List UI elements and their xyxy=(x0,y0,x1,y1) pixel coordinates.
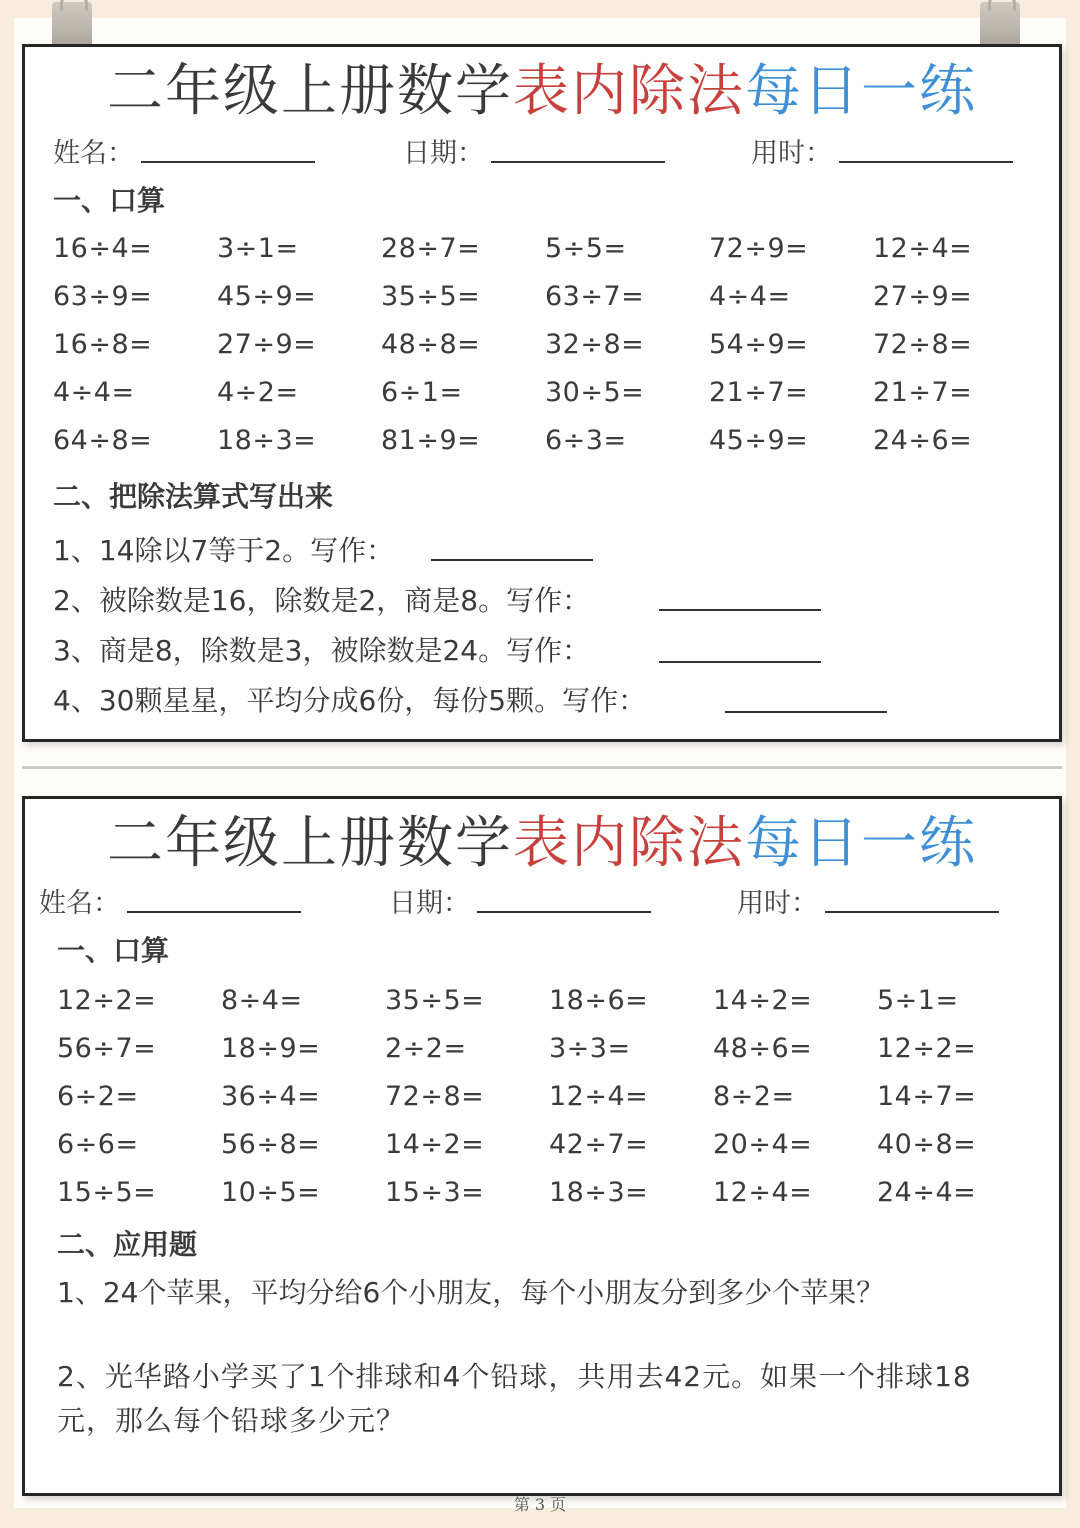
oral-problem: 35÷5= xyxy=(385,985,485,1016)
oral-problem: 72÷8= xyxy=(385,1081,485,1112)
oral-problem: 27÷9= xyxy=(217,329,317,360)
word-problem-1: 1、24个苹果，平均分给6个小朋友，每个小朋友分到多少个苹果？ xyxy=(57,1276,885,1309)
oral-problem: 72÷9= xyxy=(709,233,809,264)
oral-problem: 20÷4= xyxy=(713,1129,813,1160)
title-part-grade: 二年级上册数学 xyxy=(107,811,513,876)
oral-problem: 12÷2= xyxy=(877,1033,977,1064)
title-part-daily: 每日一练 xyxy=(745,59,977,124)
oral-problem: 56÷8= xyxy=(221,1129,321,1160)
date-blank[interactable] xyxy=(491,161,665,163)
oral-problem: 18÷3= xyxy=(549,1177,649,1208)
section-oral-heading: 一、口算 xyxy=(57,934,170,967)
oral-problem: 12÷2= xyxy=(57,985,157,1016)
date-blank[interactable] xyxy=(477,911,651,913)
title-part-topic: 表内除法 xyxy=(513,59,745,124)
oral-problem: 35÷5= xyxy=(381,281,481,312)
worksheet-title xyxy=(25,57,1059,127)
binder-clip-icon xyxy=(52,2,92,46)
oral-problem: 14÷2= xyxy=(713,985,813,1016)
oral-problem: 63÷9= xyxy=(53,281,153,312)
oral-problem: 21÷7= xyxy=(873,377,973,408)
answer-blank-3[interactable] xyxy=(659,661,821,663)
oral-problem: 6÷3= xyxy=(545,425,627,456)
oral-problem: 56÷7= xyxy=(57,1033,157,1064)
oral-problem: 24÷4= xyxy=(877,1177,977,1208)
oral-problem: 10÷5= xyxy=(221,1177,321,1208)
sheet-divider xyxy=(22,766,1062,769)
question-3: 3、商是8，除数是3，被除数是24。写作： xyxy=(53,634,591,667)
worksheet-1 xyxy=(22,44,1062,742)
oral-problem: 32÷8= xyxy=(545,329,645,360)
word-problem-2: 2、光华路小学买了1个排球和4个铅球，共用去42元。如果一个排球18元，那么每个铅球多少元？ xyxy=(57,1360,972,1437)
oral-problem: 3÷3= xyxy=(549,1033,631,1064)
name-blank[interactable] xyxy=(141,161,315,163)
date-label: 日期： xyxy=(389,888,470,919)
oral-problem: 45÷9= xyxy=(709,425,809,456)
oral-problem: 36÷4= xyxy=(221,1081,321,1112)
oral-problem: 45÷9= xyxy=(217,281,317,312)
answer-blank-4[interactable] xyxy=(725,711,887,713)
oral-problem: 12÷4= xyxy=(713,1177,813,1208)
oral-problem: 3÷1= xyxy=(217,233,299,264)
section-word-problems-heading: 二、应用题 xyxy=(57,1228,198,1261)
section-oral-heading: 一、口算 xyxy=(53,184,166,217)
oral-problem: 5÷5= xyxy=(545,233,627,264)
oral-grid xyxy=(53,225,1037,465)
name-blank[interactable] xyxy=(127,911,301,913)
time-label: 用时： xyxy=(751,138,832,169)
question-2: 2、被除数是16，除数是2，商是8。写作： xyxy=(53,584,591,617)
oral-problem: 6÷1= xyxy=(381,377,463,408)
oral-problem: 4÷2= xyxy=(217,377,299,408)
date-label: 日期： xyxy=(403,138,484,169)
oral-problem: 12÷4= xyxy=(549,1081,649,1112)
oral-problem: 14÷7= xyxy=(877,1081,977,1112)
oral-grid xyxy=(57,977,1041,1217)
worksheet-2 xyxy=(22,796,1062,1496)
oral-problem: 12÷4= xyxy=(873,233,973,264)
time-blank[interactable] xyxy=(825,911,999,913)
answer-blank-2[interactable] xyxy=(659,609,821,611)
oral-problem: 5÷1= xyxy=(877,985,959,1016)
binder-clip-icon xyxy=(980,2,1020,46)
question-4: 4、30颗星星，平均分成6份，每份5颗。写作： xyxy=(53,684,647,717)
oral-problem: 8÷2= xyxy=(713,1081,795,1112)
oral-problem: 16÷8= xyxy=(53,329,153,360)
oral-problem: 21÷7= xyxy=(709,377,809,408)
oral-problem: 48÷8= xyxy=(381,329,481,360)
title-part-topic: 表内除法 xyxy=(513,811,745,876)
oral-problem: 4÷4= xyxy=(53,377,135,408)
oral-problem: 4÷4= xyxy=(709,281,791,312)
oral-problem: 42÷7= xyxy=(549,1129,649,1160)
oral-problem: 18÷6= xyxy=(549,985,649,1016)
oral-problem: 2÷2= xyxy=(385,1033,467,1064)
oral-problem: 48÷6= xyxy=(713,1033,813,1064)
oral-problem: 15÷3= xyxy=(385,1177,485,1208)
answer-blank-1[interactable] xyxy=(431,559,593,561)
oral-problem: 15÷5= xyxy=(57,1177,157,1208)
oral-problem: 72÷8= xyxy=(873,329,973,360)
oral-problem: 54÷9= xyxy=(709,329,809,360)
oral-problem: 14÷2= xyxy=(385,1129,485,1160)
page-number: 第 3 页 xyxy=(513,1495,567,1514)
oral-problem: 81÷9= xyxy=(381,425,481,456)
oral-problem: 30÷5= xyxy=(545,377,645,408)
question-1: 1、14除以7等于2。写作： xyxy=(53,534,395,567)
name-label: 姓名： xyxy=(53,138,134,169)
time-blank[interactable] xyxy=(839,161,1013,163)
worksheet-title xyxy=(25,809,1059,879)
oral-problem: 27÷9= xyxy=(873,281,973,312)
oral-problem: 18÷9= xyxy=(221,1033,321,1064)
name-label: 姓名： xyxy=(39,888,120,919)
oral-problem: 8÷4= xyxy=(221,985,303,1016)
section-write-heading: 二、把除法算式写出来 xyxy=(53,480,334,513)
oral-problem: 18÷3= xyxy=(217,425,317,456)
oral-problem: 6÷6= xyxy=(57,1129,139,1160)
oral-problem: 63÷7= xyxy=(545,281,645,312)
oral-problem: 28÷7= xyxy=(381,233,481,264)
time-label: 用时： xyxy=(737,888,818,919)
oral-problem: 6÷2= xyxy=(57,1081,139,1112)
oral-problem: 64÷8= xyxy=(53,425,153,456)
oral-problem: 16÷4= xyxy=(53,233,153,264)
title-part-grade: 二年级上册数学 xyxy=(107,59,513,124)
oral-problem: 40÷8= xyxy=(877,1129,977,1160)
oral-problem: 24÷6= xyxy=(873,425,973,456)
title-part-daily: 每日一练 xyxy=(745,811,977,876)
